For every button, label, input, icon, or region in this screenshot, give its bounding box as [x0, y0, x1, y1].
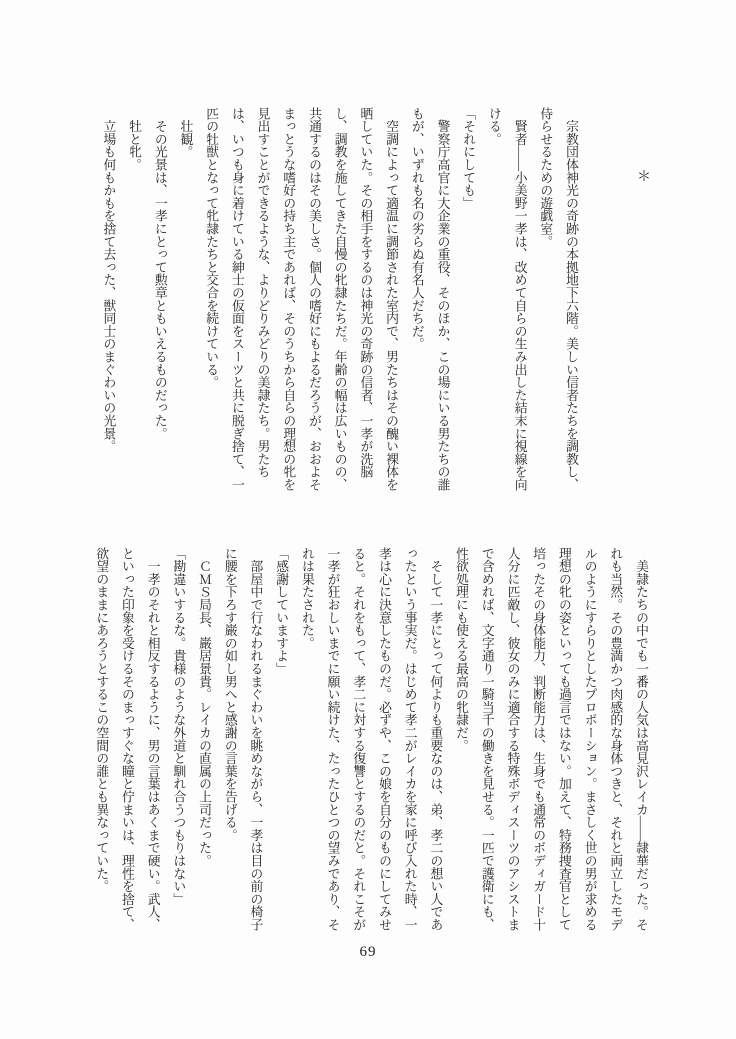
text-line: 賢者――小美野一孝は、改めて自らの生み出した結末に視線を向 — [512, 107, 527, 491]
text-line: 壮観。 — [178, 107, 193, 159]
text-line: 人分に匹敵し、彼女のみに適合する特殊ボディスーツのアシストま — [505, 547, 520, 931]
top-text-block — [95, 107, 583, 499]
text-line: 「感謝していますよ」 — [274, 547, 289, 675]
text-line: ルのようにすらりとしたプロポーション。まさしく世の男が求める — [582, 547, 597, 931]
text-line: れは果たされた。 — [299, 547, 314, 650]
text-line: 培ったその身体能力、判断能力は、生身でも通常のボディガード十 — [531, 547, 546, 931]
text-line: ＣＭＳ局長、巌居景貴。レイカの直属の上司だった。 — [197, 547, 212, 867]
text-line: 一孝が狂おしいまでに願い続けた、たったひとつの望みであり、そ — [325, 547, 340, 931]
text-line: その光景は、一孝にとって勲章ともいえるものだった。 — [152, 107, 167, 440]
text-line: 「勘違いするな。貴様のような外道と馴れ合うつもりはない」 — [171, 547, 186, 906]
text-line: そして一孝にとって何よりも重要なのは、弟、孝二の想い人であ — [428, 547, 443, 931]
text-line: 立場も何もかもを捨て去った、獣同士のまぐわいの光景。 — [101, 107, 116, 453]
text-line: といった印象を受けるそのまっすぐな瞳と佇まいは、理性を捨て、 — [119, 547, 134, 931]
text-line: 一孝のそれと相反するように、男の言葉はあくまで硬い。武人、 — [145, 547, 160, 931]
text-line: 性欲処理にも使える最高の牝隷だ。 — [454, 547, 469, 752]
text-line: 宗教団体神光の奇跡の本拠地下六階。美しい信者たちを調教し、 — [564, 107, 578, 491]
text-line: 見出すことができるような、よりどりみどりの美隷たち。男たち — [255, 107, 270, 479]
text-line: で含めれば、文字通り一騎当千の働きを見せる。一匹で護衛にも、 — [479, 547, 494, 931]
text-line: 欲望のままにあろうとするこの空間の誰とも異なっていた。 — [94, 547, 109, 893]
scene-break-asterisk: ＊ — [637, 170, 651, 185]
text-line: ったという事実だ。はじめて孝二がレイカを家に呼び入れた時、一 — [402, 547, 417, 931]
text-line: 理想の牝の姿といっても過言ではない。加えて、特務捜査官として — [556, 547, 571, 931]
text-line: 匹の牡獣となって牝隷たちと交合を続けている。 — [204, 107, 219, 389]
text-line: 牡と牝。 — [127, 107, 142, 171]
text-line: 侍らせるための遊戯室。 — [538, 107, 553, 248]
text-line: ると。それをもって、孝二に対する復讐とするのだと。それこそが — [351, 547, 366, 931]
text-line: 「それにしても」 — [461, 107, 476, 210]
text-line: れも当然。その豊満かつ肉感的な身体つきと、それと両立したモデ — [608, 547, 623, 931]
page-number: 69 — [359, 944, 377, 960]
text-line: に腰を下ろす巌の如し男へと感謝の言葉を告げる。 — [222, 547, 237, 842]
text-line: 共通するのはその美しさ。個人の嗜好にもよるだろうが、おおよそ — [306, 107, 321, 491]
text-line: 美隷たちの中でも一番の人気は高見沢レイカ――隷華だった。そ — [634, 547, 648, 931]
text-line: は、いつも身に着けている紳士の仮面をスーツと共に脱ぎ捨て、一 — [229, 107, 244, 491]
text-line: まっとうな嗜好の持ち主であれば、そのうちから自らの理想の牝を — [281, 107, 296, 491]
text-line: 警察庁高官に大企業の重役、そのほか、この場にいる男たちの誰 — [435, 107, 450, 491]
text-line: 空調によって適温に調節された室内で、男たちはその醜い裸体を — [384, 107, 399, 491]
text-line: し、調教を施してきた自慢の牝隷たちだ。年齢の幅は広いものの、 — [332, 107, 347, 491]
text-line: 部屋中で行なわれるまぐわいを眺めながら、一孝は目の前の椅子 — [248, 547, 263, 931]
text-line: ける。 — [486, 107, 501, 146]
text-line: 晒していた。その相手をするのは神光の奇跡の信者、一孝が洗脳 — [358, 107, 373, 479]
bottom-text-block — [88, 547, 653, 947]
text-line: 孝は心に決意したものだ。必ずや、この娘を自分のものにしてみせ — [376, 547, 391, 931]
text-line: もが、いずれも名の劣らぬ有名人だちだ。 — [409, 107, 424, 351]
